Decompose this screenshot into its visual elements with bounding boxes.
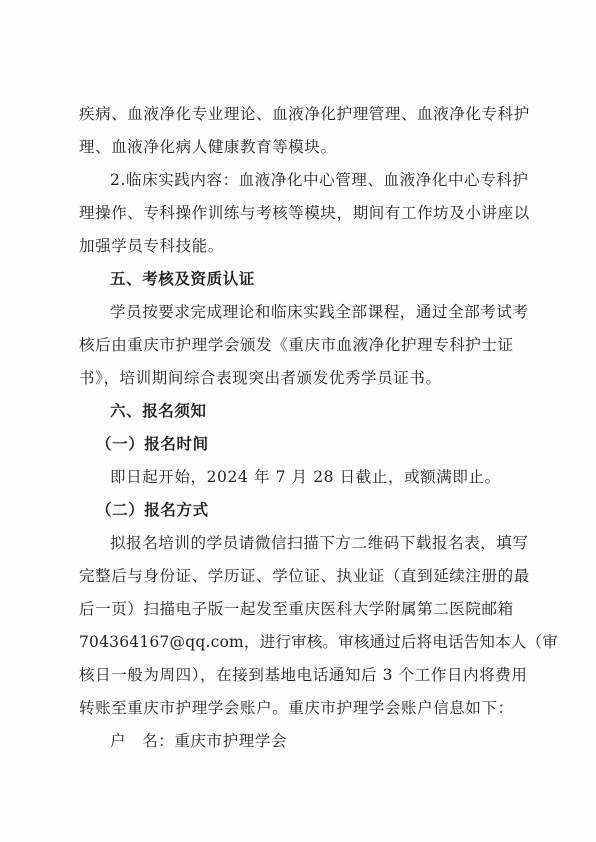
paragraph-line: 核日一般为周四），在接到基地电话通知后 3 个工作日内将费用 (79, 666, 528, 684)
section-heading: 五、考核及资质认证 (110, 269, 255, 288)
paragraph-line: 书》，培训期间综合表现突出者颁发优秀学员证书。 (79, 369, 442, 387)
paragraph-line: 拟报名培训的学员请微信扫描下方二维码下载报名表，填写 (110, 534, 529, 552)
paragraph-line: 学员按要求完成理论和临床实践全部课程，通过全部考试考 (110, 303, 529, 321)
paragraph-line: 理操作、专科操作训练与考核等模块，期间有工作坊及小讲座以 (79, 204, 530, 222)
account-name-line: 户 名：重庆市护理学会 (110, 732, 288, 750)
paragraph-line: 即日起开始，2024 年 7 月 28 日截止，或额满即止。 (110, 468, 501, 486)
paragraph-line: 疾病、血液净化专业理论、血液净化护理管理、血液净化专科护 (79, 105, 530, 123)
paragraph-line: 完整后与身份证、学历证、学位证、执业证（直到延续注册的最 (79, 567, 530, 585)
subsection-heading: （二）报名方式 (96, 500, 209, 519)
paragraph-line: 加强学员专科技能。 (79, 237, 224, 255)
subsection-heading: （一）报名时间 (96, 434, 209, 453)
paragraph-line: 2.临床实践内容：血液净化中心管理、血液净化中心专科护 (110, 171, 529, 189)
paragraph-line: 核后由重庆市护理学会颁发《重庆市血液净化护理专科护士证 (79, 336, 514, 354)
paragraph-line: 704364167@qq.com，进行审核。审核通过后将电话告知本人（审 (79, 633, 558, 651)
paragraph-line: 理、血液净化病人健康教育等模块。 (79, 138, 337, 156)
section-heading: 六、报名须知 (110, 401, 207, 420)
paragraph-line: 后一页）扫描电子版一起发至重庆医科大学附属第二医院邮箱 (79, 600, 514, 618)
paragraph-line: 转账至重庆市护理学会账户。重庆市护理学会账户信息如下： (79, 699, 514, 717)
